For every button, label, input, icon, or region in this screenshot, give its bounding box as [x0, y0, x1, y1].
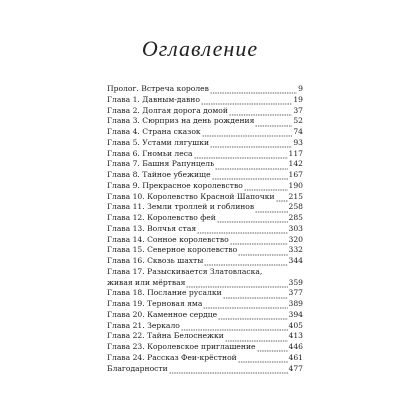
toc-entry-title: Глава 15. Северное королевство — [107, 245, 238, 255]
toc-entry-page: 389 — [288, 299, 303, 308]
dot-leader — [255, 204, 287, 213]
dot-leader — [276, 193, 288, 202]
toc-entry — [107, 299, 303, 310]
toc-entry-title: Глава 16. Сквозь шахты — [107, 256, 204, 265]
dot-leader — [181, 322, 288, 331]
toc-entry — [107, 84, 303, 95]
toc-entry-title: Глава 20. Каменное сердце — [107, 309, 218, 319]
dot-leader — [238, 247, 287, 256]
toc-entry — [107, 106, 303, 117]
toc-entry-page: 74 — [293, 127, 303, 136]
toc-entry-title: Глава 6. Гномьи леса — [107, 148, 193, 158]
toc-entry-title: Глава 21. Зеркало — [107, 320, 180, 330]
dot-leader — [218, 312, 287, 321]
toc-entry-title: Глава 24. Рассказ Феи-крёстной — [107, 352, 237, 362]
toc-entry-page: 405 — [288, 320, 303, 330]
toc-entry — [107, 116, 303, 127]
dot-leader — [244, 183, 288, 192]
toc-entry-page: 52 — [293, 116, 303, 126]
toc-entry-title: Глава 17. Разыскивается Златовласка, — [107, 266, 263, 276]
toc-entry-page: 461 — [288, 352, 303, 362]
toc-entry — [107, 127, 303, 138]
dot-leader — [210, 86, 297, 95]
toc-entry-title: Глава 13. Волчья стая — [107, 223, 197, 233]
toc-entry — [107, 181, 303, 192]
dot-leader — [255, 118, 292, 127]
toc-entry-page: 394 — [288, 309, 303, 319]
dot-leader — [201, 97, 292, 106]
toc-entry-page: 258 — [288, 202, 303, 212]
toc-entry — [107, 138, 303, 149]
dot-leader — [217, 215, 288, 224]
dot-leader — [186, 279, 287, 288]
dot-leader — [212, 172, 288, 181]
toc-entry-page: 285 — [288, 213, 303, 222]
toc-entry-title: Пролог. Встреча королев — [107, 84, 209, 93]
toc-entry-title: Глава 11. Земли троллей и гоблинов — [107, 202, 255, 212]
toc-entry — [107, 267, 303, 278]
toc-entry-page: 344 — [288, 256, 303, 265]
dot-leader — [194, 150, 288, 159]
dot-leader — [204, 258, 287, 267]
toc-entry-title: Благодарности — [107, 363, 168, 373]
dot-leader — [215, 161, 287, 170]
toc-entry — [107, 278, 303, 289]
toc-entry-page: 320 — [288, 234, 303, 244]
toc-entry — [107, 288, 303, 299]
toc-entry-title: Глава 1. Давным-давно — [107, 94, 200, 104]
toc-entry-page: 9 — [298, 84, 303, 93]
dot-leader — [223, 290, 288, 299]
dot-leader — [238, 355, 288, 364]
toc-entry — [107, 331, 303, 342]
toc-entry — [107, 353, 303, 364]
toc-entry — [107, 256, 303, 267]
table-of-contents — [107, 84, 303, 374]
toc-entry-title: Глава 18. Послание русалки — [107, 288, 222, 298]
toc-entry-page: 37 — [293, 105, 303, 115]
toc-entry-page: 93 — [293, 137, 303, 147]
toc-entry-page: 446 — [288, 342, 303, 351]
toc-entry-title: Глава 10. Королевство Красной Шапочки — [107, 191, 275, 201]
toc-entry-title: Глава 22. Тайна Белоснежки — [107, 331, 224, 341]
toc-entry — [107, 342, 303, 353]
dot-leader — [257, 344, 288, 353]
toc-entry — [107, 224, 303, 235]
toc-entry-page: 167 — [288, 170, 303, 179]
toc-entry-page: 359 — [288, 277, 303, 287]
toc-entry — [107, 213, 303, 224]
toc-entry-page: 303 — [288, 223, 303, 233]
dot-leader — [202, 129, 293, 138]
toc-entry — [107, 170, 303, 181]
toc-entry-title: Глава 2. Долгая дорога домой — [107, 105, 228, 115]
toc-entry-page: 332 — [288, 245, 303, 255]
toc-entry — [107, 364, 303, 375]
dot-leader — [210, 140, 292, 149]
toc-entry — [107, 95, 303, 106]
toc-entry-page: 117 — [288, 148, 303, 158]
toc-entry-title: Глава 14. Сонное королевство — [107, 234, 229, 244]
toc-entry-page: 477 — [288, 363, 303, 373]
toc-entry — [107, 310, 303, 321]
toc-entry-title: живая или мёртвая — [107, 277, 186, 287]
toc-entry-title: Глава 7. Башня Рапунцель — [107, 159, 215, 169]
dot-leader — [203, 301, 287, 310]
toc-entry — [107, 149, 303, 160]
toc-entry — [107, 321, 303, 332]
toc-entry-title: Глава 12. Королевство фей — [107, 213, 216, 222]
toc-entry — [107, 159, 303, 170]
toc-entry-page: 19 — [293, 94, 303, 104]
toc-entry-title: Глава 8. Тайное убежище — [107, 170, 211, 179]
toc-entry-title: Глава 5. Устами лягушки — [107, 137, 210, 147]
toc-entry-title: Глава 23. Королевское приглашение — [107, 342, 256, 351]
dot-leader — [225, 333, 288, 342]
dot-leader — [169, 365, 288, 374]
dot-leader — [229, 107, 292, 116]
toc-entry-page: 413 — [288, 331, 303, 341]
dot-leader — [197, 226, 287, 235]
toc-entry-title: Глава 4. Страна сказок — [107, 127, 201, 136]
toc-entry — [107, 235, 303, 246]
toc-entry-page: 142 — [288, 159, 303, 169]
toc-entry — [107, 202, 303, 213]
toc-entry-page: 215 — [288, 191, 303, 201]
toc-entry — [107, 245, 303, 256]
toc-entry — [107, 192, 303, 203]
dot-leader — [230, 236, 288, 245]
toc-heading: Оглавление — [141, 36, 259, 61]
toc-entry-title: Глава 3. Сюрприз на день рождения — [107, 116, 255, 126]
toc-entry-page: 190 — [288, 180, 303, 190]
toc-entry-page: 377 — [288, 288, 303, 298]
toc-entry-title: Глава 19. Терновая яма — [107, 299, 203, 308]
toc-entry-title: Глава 9. Прекрасное королевство — [107, 180, 243, 190]
